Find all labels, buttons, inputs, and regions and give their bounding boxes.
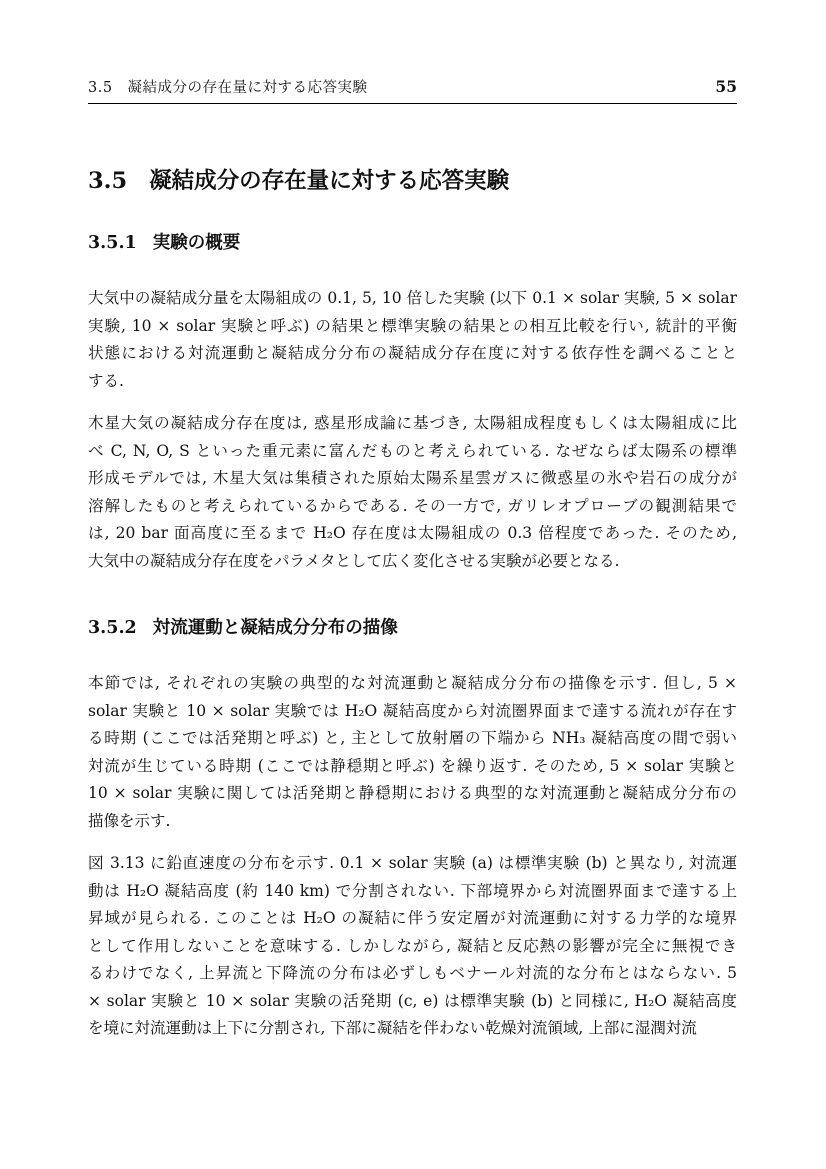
text-line: 大気中の凝結成分存在度をパラメタとして広く変化させる実験が必要となる. <box>88 551 620 570</box>
subsection-title-text: 実験の概要 <box>152 233 241 253</box>
page-number: 55 <box>715 77 737 96</box>
section-heading <box>88 163 509 195</box>
paragraph-section-intro <box>88 670 737 835</box>
text-line: 図 3.13 に鉛直速度の分布を示す. 0.1 × solar 実験 (a) は標準実験 (b) と異なり, 対流運 <box>88 854 737 872</box>
text-line: 描像を示す. <box>88 811 171 830</box>
text-line: 状態における対流運動と凝結成分分布の凝結成分存在度に対する依存性を調べることと <box>88 344 737 362</box>
section-number: 3.5 <box>88 168 128 194</box>
running-header <box>88 76 737 104</box>
text-line: は, 20 bar 面高度に至るまで H₂O 存在度は太陽組成の 0.3 倍程度であった. そのため, <box>88 524 737 542</box>
text-line: るわけでなく, 上昇流と下降流の分布は必ずしもベナール対流的な分布とはならない. 5 <box>88 964 737 982</box>
subsection-number: 3.5.1 <box>88 233 137 253</box>
section-title-text: 凝結成分の存在量に対する応答実験 <box>149 168 510 194</box>
text-line: × solar 実験と 10 × solar 実験の活発期 (c, e) は標準実験 (b) と同様に, H₂O 凝結高度 <box>88 991 737 1010</box>
text-line: を境に対流運動は上下に分割され, 下部に凝結を伴わない乾燥対流領域, 上部に湿潤対流 <box>88 1019 697 1037</box>
running-header-title: 3.5 凝結成分の存在量に対する応答実験 <box>88 80 368 96</box>
text-line: 溶解したものと考えられているからである. その一方で, ガリレオプローブの観測結果で <box>88 496 737 515</box>
text-line: る時期 (ここでは活発期と呼ぶ) と, 主として放射層の下端から NH₃ 凝結高度の間で弱い <box>88 729 737 747</box>
text-line: 形成モデルでは, 木星大気は集積された原始太陽系星雲ガスに微惑星の氷や岩石の成分が <box>88 469 737 487</box>
paragraph-jupiter-abundance <box>88 410 737 575</box>
text-line: 昇域が見られる. このことは H₂O の凝結に伴う安定層が対流運動に対する力学的な境界 <box>88 909 737 927</box>
subsection-heading-convection <box>88 614 398 639</box>
text-line: として作用しないことを意味する. しかしながら, 凝結と反応熱の影響が完全に無視でき <box>88 936 737 955</box>
subsection-heading-overview <box>88 229 240 254</box>
subsection-title-text: 対流運動と凝結成分分布の描像 <box>152 618 398 638</box>
text-line: べ C, N, O, S といった重元素に富んだものと考えられている. なぜならば太陽系の標準 <box>88 441 737 460</box>
text-line: 本節では, それぞれの実験の典型的な対流運動と凝結成分分布の描像を示す. 但し, 5 × <box>88 674 737 692</box>
text-line: 対流が生じている時期 (ここでは静穏期と呼ぶ) を繰り返す. そのため, 5 × solar 実験と <box>88 756 737 775</box>
text-line: 動は H₂O 凝結高度 (約 140 km) で分割されない. 下部境界から対流圏界面まで達する上 <box>88 881 737 900</box>
text-line: 実験, 10 × solar 実験と呼ぶ) の結果と標準実験の結果との相互比較を行い, 統計的平衡 <box>88 316 737 335</box>
text-line: 木星大気の凝結成分存在度は, 惑星形成論に基づき, 太陽組成程度もしくは太陽組成に比 <box>88 414 737 432</box>
text-line: する. <box>88 371 124 390</box>
paragraph-vertical-velocity <box>88 850 737 1043</box>
text-line: 大気中の凝結成分量を太陽組成の 0.1, 5, 10 倍した実験 (以下 0.1 × solar 実験, 5 × solar <box>88 289 737 307</box>
text-line: solar 実験と 10 × solar 実験では H₂O 凝結高度から対流圏界面まで達する流れが存在す <box>88 701 737 720</box>
paragraph-experiment-overview <box>88 285 737 395</box>
text-line: 10 × solar 実験に関しては活発期と静穏期における典型的な対流運動と凝結成分分布の <box>88 784 737 802</box>
subsection-number: 3.5.2 <box>88 618 137 638</box>
